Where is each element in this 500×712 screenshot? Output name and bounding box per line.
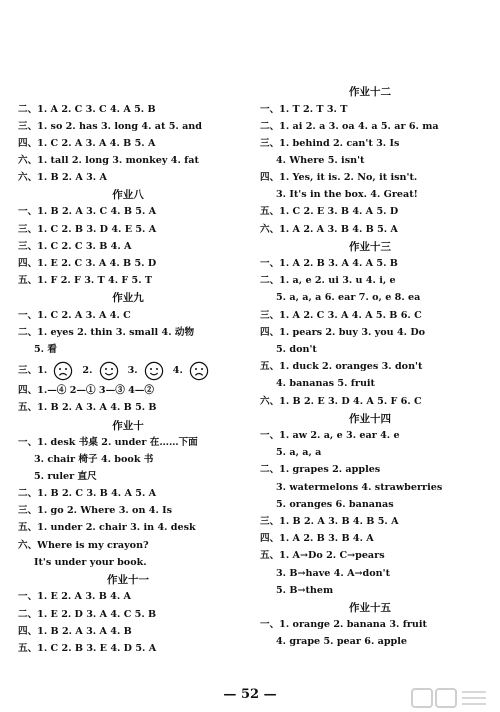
section-title-hw8: 作业八 (112, 189, 144, 201)
answer-line: 3. chair 椅子 4. book 书 (34, 454, 154, 465)
section-title-hw10: 作业十 (112, 420, 144, 432)
answer-line: 六、1. A 2. A 3. B 4. B 5. A (260, 224, 398, 235)
answer-line: 四、1. pears 2. buy 3. you 4. Do (260, 327, 426, 338)
answer-line: 四、1. B 2. A 3. A 4. B (18, 626, 132, 637)
answer-line: 二、1. a, e 2. ui 3. u 4. i, e (260, 275, 396, 286)
answer-line: 二、1. eyes 2. thin 3. small 4. 动物 (18, 327, 195, 338)
page-number: — 52 — (223, 687, 277, 702)
answer-line: It's under your book. (34, 557, 147, 568)
answer-line: 一、1. aw 2. a, e 3. ear 4. e (260, 430, 400, 441)
answer-line: 二、1. grapes 2. apples (260, 464, 381, 475)
answer-line: 一、1. T 2. T 3. T (260, 104, 348, 115)
answer-line: 5. don't (276, 344, 317, 355)
answer-line: 二、1. B 2. C 3. B 4. A 5. A (18, 488, 157, 499)
answer-line: 三、1. behind 2. can't 3. Is (260, 138, 400, 149)
answer-line: 五、1. F 2. F 3. T 4. F 5. T (18, 275, 153, 286)
answer-line: 4. Where 5. isn't (276, 155, 365, 166)
answer-line: 一、1. E 2. A 3. B 4. A (18, 591, 131, 602)
sad-face-icon (189, 361, 209, 381)
answer-line: 5. a, a, a (276, 447, 322, 458)
answer-line: 五、1. under 2. chair 3. in 4. desk (18, 522, 196, 533)
answer-line: 4. grape 5. pear 6. apple (276, 636, 408, 647)
section-title-hw11: 作业十一 (107, 574, 149, 586)
answer-line: 二、1. A 2. C 3. C 4. A 5. B (18, 104, 156, 115)
answer-line: 三、1. go 2. Where 3. on 4. Is (18, 505, 173, 516)
answer-line: 5. oranges 6. bananas (276, 499, 394, 510)
answer-line: 六、1. B 2. A 3. A (18, 172, 107, 183)
answer-line: 5. ruler 直尺 (34, 471, 97, 482)
answer-line: 六、1. tall 2. long 3. monkey 4. fat (18, 155, 199, 166)
answer-line: 5. 看 (34, 344, 57, 355)
answer-line: 三、1. A 2. C 3. A 4. A 5. B 6. C (260, 310, 422, 321)
smiley-num-4: 4. (172, 365, 183, 376)
answer-line: 六、Where is my crayon? (18, 540, 149, 551)
answer-line: 三、1. C 2. C 3. B 4. A (18, 241, 132, 252)
answer-line: 四、1.—④ 2—① 3—③ 4—② (18, 385, 154, 396)
answer-line: 五、1. duck 2. oranges 3. don't (260, 361, 423, 372)
answer-line: 三、1. B 2. A 3. B 4. B 5. A (260, 516, 399, 527)
answer-line: 二、1. E 2. D 3. A 4. C 5. B (18, 609, 157, 620)
answer-line: 一、1. B 2. A 3. C 4. B 5. A (18, 206, 157, 217)
watermark-logo-icon (410, 686, 490, 710)
answer-line: 五、1. C 2. B 3. E 4. D 5. A (18, 643, 157, 654)
section-title-hw12: 作业十二 (349, 86, 391, 98)
answer-line: 四、1. E 2. C 3. A 4. B 5. D (18, 258, 157, 269)
section-title-hw13: 作业十三 (349, 241, 391, 253)
answer-line: 四、1. Yes, it is. 2. No, it isn't. (260, 172, 418, 183)
answer-line: 3. B→have 4. A→don't (276, 568, 391, 579)
sad-face-icon (53, 361, 73, 381)
smiley-num-1: 1. (37, 365, 48, 376)
answer-line: 四、1. A 2. B 3. B 4. A (260, 533, 374, 544)
answer-line: 3. It's in the box. 4. Great! (276, 189, 418, 200)
happy-face-icon (144, 361, 164, 381)
section-title-hw14: 作业十四 (349, 413, 391, 425)
answer-line: 三、1. so 2. has 3. long 4. at 5. and (18, 121, 202, 132)
answer-line: 5. B→them (276, 585, 334, 596)
section-title-hw9: 作业九 (112, 292, 144, 304)
smiley-answer-row (18, 360, 213, 382)
smiley-prefix: 三、 (18, 365, 38, 376)
answer-line: 五、1. B 2. A 3. A 4. B 5. B (18, 402, 157, 413)
answer-line: 一、1. desk 书桌 2. under 在……下面 (18, 437, 198, 448)
answer-line: 五、1. C 2. E 3. B 4. A 5. D (260, 206, 399, 217)
answer-line: 5. a, a, a 6. ear 7. o, e 8. ea (276, 292, 421, 303)
answer-line: 二、1. ai 2. a 3. oa 4. a 5. ar 6. ma (260, 121, 439, 132)
answer-line: 4. bananas 5. fruit (276, 378, 375, 389)
answer-line: 三、1. C 2. B 3. D 4. E 5. A (18, 224, 157, 235)
answer-line: 一、1. C 2. A 3. A 4. C (18, 310, 131, 321)
smiley-num-2: 2. (82, 365, 93, 376)
answer-line: 3. watermelons 4. strawberries (276, 482, 443, 493)
happy-face-icon (99, 361, 119, 381)
answer-line: 一、1. orange 2. banana 3. fruit (260, 619, 427, 630)
answer-line: 五、1. A→Do 2. C→pears (260, 550, 385, 561)
smiley-num-3: 3. (127, 365, 138, 376)
answer-line: 四、1. C 2. A 3. A 4. B 5. A (18, 138, 156, 149)
answer-line: 一、1. A 2. B 3. A 4. A 5. B (260, 258, 398, 269)
answer-line: 六、1. B 2. E 3. D 4. A 5. F 6. C (260, 396, 422, 407)
section-title-hw15: 作业十五 (349, 602, 391, 614)
